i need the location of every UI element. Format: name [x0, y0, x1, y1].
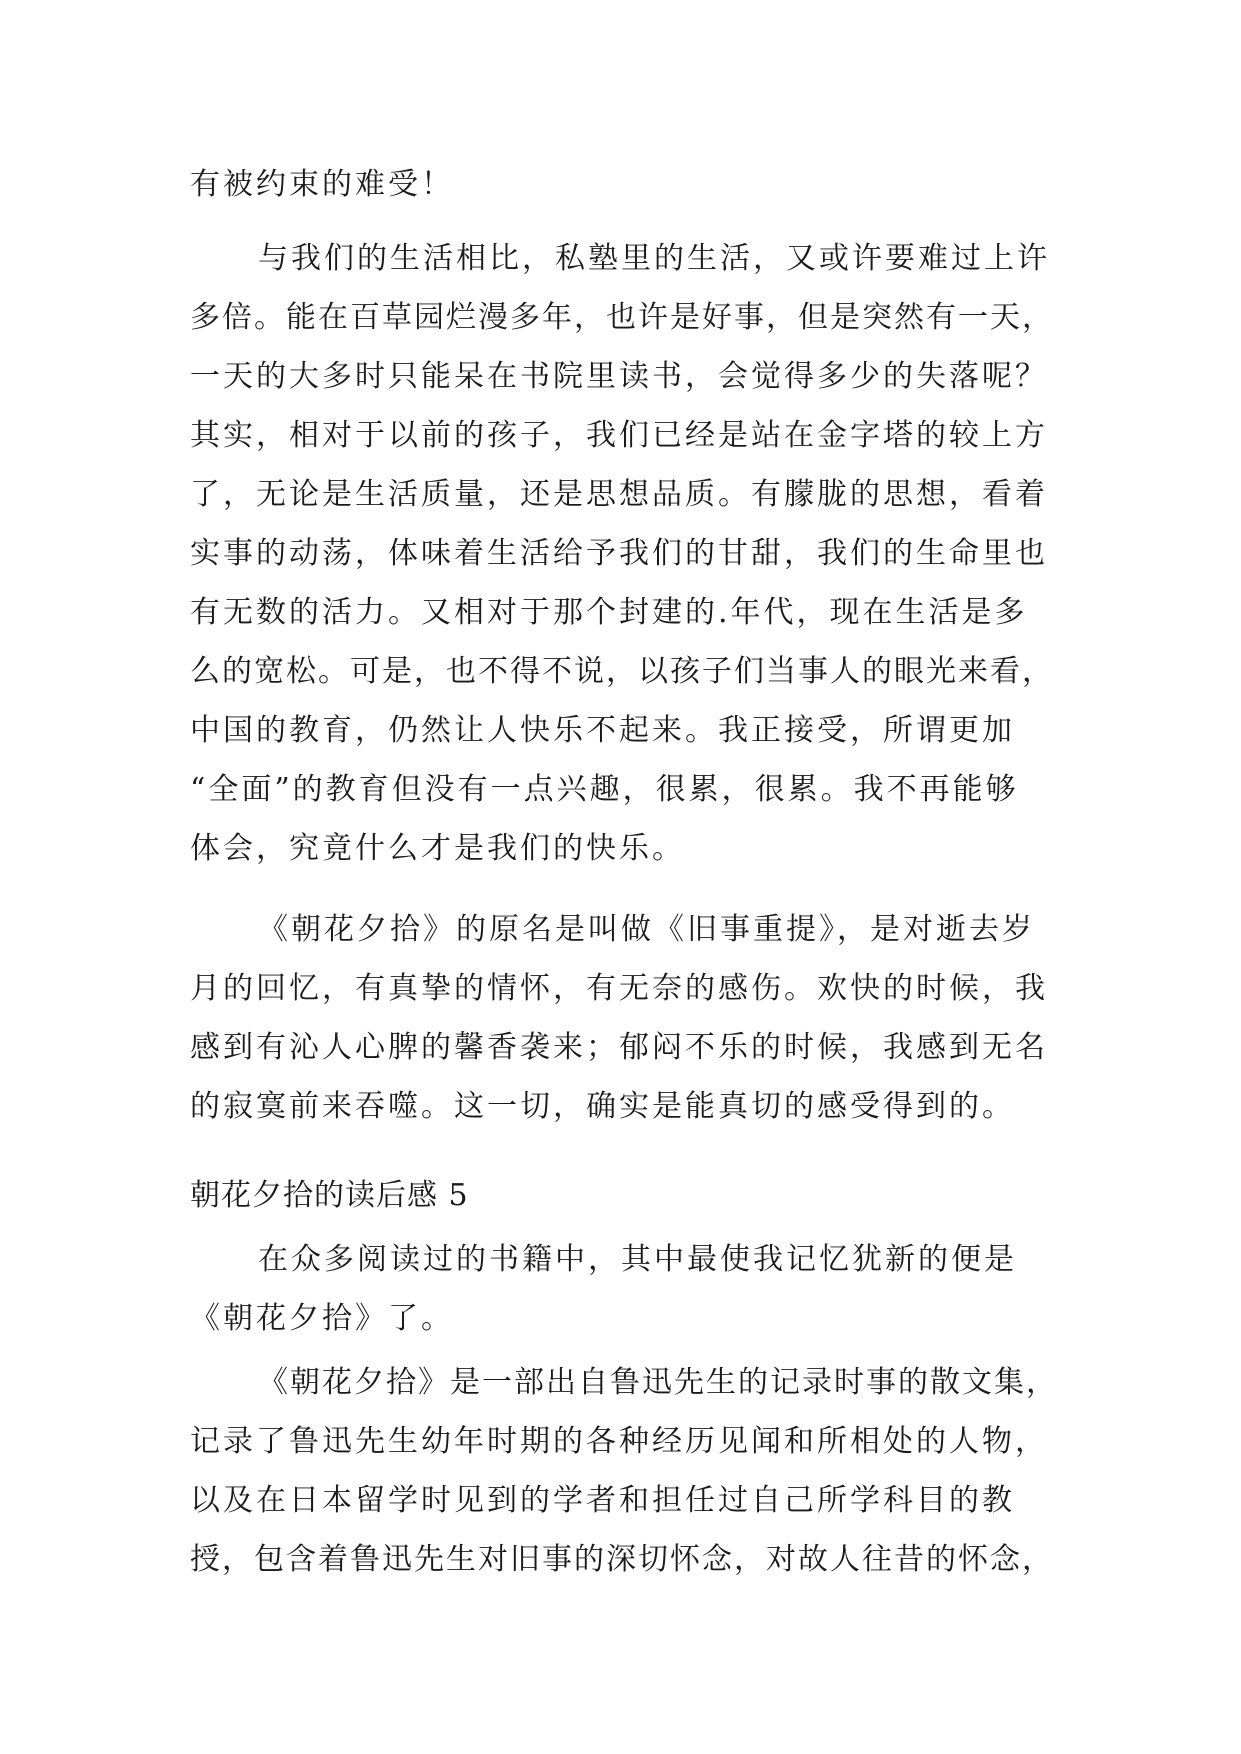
paragraph-first-line: 在众多阅读过的书籍中，其中最使我记忆犹新的便是: [258, 1242, 1017, 1277]
text-line: 《朝花夕拾》了。: [190, 1301, 454, 1336]
paragraph-first-line: 《朝花夕拾》是一部出自鲁迅先生的记录时事的散文集，: [258, 1365, 1058, 1400]
text-line: 的寂寞前来吞噬。这一切，确实是能真切的感受得到的。: [190, 1089, 1015, 1124]
paragraph-first-line: 与我们的生活相比，私塾里的生活，又或许要难过上许: [258, 241, 1050, 276]
text-line: “全面”的教育但没有一点兴趣，很累，很累。我不再能够: [190, 772, 1019, 807]
text-line: 体会，究竟什么才是我们的快乐。: [190, 831, 685, 866]
text-line: 其实，相对于以前的孩子，我们已经是站在金字塔的较上方: [190, 418, 1048, 453]
text-line: 中国的教育，仍然让人快乐不起来。我正接受，所谓更加: [190, 713, 1015, 748]
text-line: 授，包含着鲁迅先生对旧事的深切怀念，对故人往昔的怀念，: [190, 1542, 1054, 1577]
text-line: 多倍。能在百草园烂漫多年，也许是好事，但是突然有一天，: [190, 300, 1054, 335]
paragraph-first-line: 《朝花夕拾》的原名是叫做《旧事重提》，是对逝去岁: [258, 912, 1035, 947]
text-line: 一天的大多时只能呆在书院里读书，会觉得多少的失落呢？: [190, 359, 1048, 394]
text-line: 了，无论是生活质量，还是思想品质。有朦胧的思想，看着: [190, 477, 1048, 512]
section-heading: 朝花夕拾的读后感 5: [190, 1178, 469, 1213]
text-line: 有无数的活力。又相对于那个封建的.年代，现在生活是多: [190, 595, 1028, 630]
text-line: 有被约束的难受！: [190, 167, 454, 202]
text-line: 记录了鲁迅先生幼年时期的各种经历见闻和所相处的人物，: [190, 1424, 1048, 1459]
text-line: 以及在日本留学时见到的学者和担任过自己所学科目的教: [190, 1483, 1015, 1518]
text-line: 实事的动荡，体味着生活给予我们的甘甜，我们的生命里也: [190, 536, 1048, 571]
text-line: 感到有沁人心脾的馨香袭来；郁闷不乐的时候，我感到无名: [190, 1030, 1048, 1065]
text-line: 月的回忆，有真挚的情怀，有无奈的感伤。欢快的时候，我: [190, 971, 1048, 1006]
text-line: 么的宽松。可是，也不得不说，以孩子们当事人的眼光来看，: [190, 654, 1054, 689]
